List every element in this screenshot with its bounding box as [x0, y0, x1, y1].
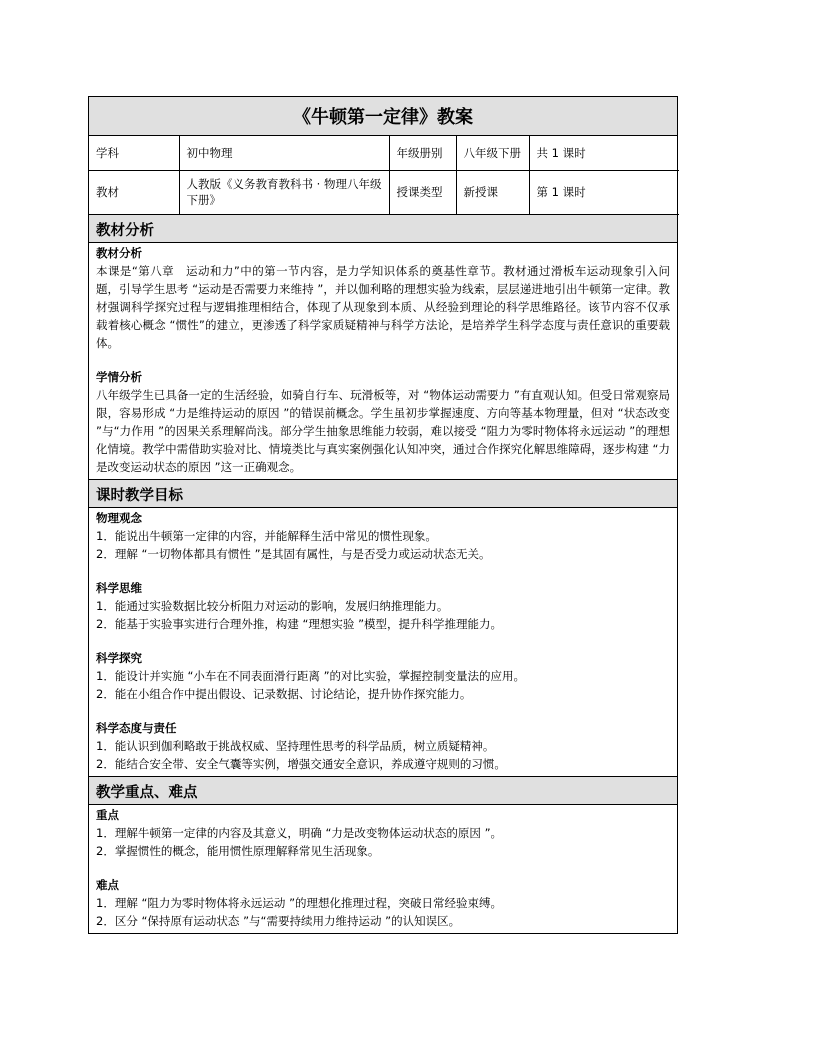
info-table — [89, 136, 679, 215]
list-item: 1．能通过实验数据比较分析阻力对运动的影响，发展归纳推理能力。 — [96, 598, 449, 613]
info-row-textbook — [89, 170, 679, 214]
subheading: 物理观念 — [96, 510, 142, 525]
subheading: 教材分析 — [96, 245, 142, 260]
list-item: 1．能认识到伽利略敢于挑战权威、坚持理性思考的科学品质，树立质疑精神。 — [96, 738, 495, 753]
subheading: 科学态度与责任 — [96, 720, 177, 735]
info-cell: 年级册别 — [389, 136, 456, 170]
list-item: 2．区分 “保持原有运动状态 ”与“需要持续用力维持运动 ”的认知误区。 — [96, 913, 461, 928]
subheading: 难点 — [96, 877, 119, 892]
list-item: 1．理解牛顿第一定律的内容及其意义，明确 “力是改变物体运动状态的原因 ”。 — [96, 825, 503, 840]
info-cell: 新授课 — [456, 170, 529, 214]
list-item: 1．理解 “阻力为零时物体将永远运动 ”的理想化推理过程，突破日常经验束缚。 — [96, 895, 503, 910]
section-heading-key-points: 教学重点、难点 — [89, 777, 677, 805]
list-item: 1．能设计并实施 “小车在不同表面滑行距离 ”的对比实验，掌握控制变量法的应用。 — [96, 668, 526, 683]
section-heading-goals: 课时教学目标 — [89, 480, 677, 508]
list-item: 2．能在小组合作中提出假设、记录数据、讨论结论，提升协作探究能力。 — [96, 686, 472, 701]
info-cell: 第 1 课时 — [529, 170, 679, 214]
info-row-subject — [89, 136, 679, 170]
lesson-plan-frame — [88, 96, 678, 934]
subheading: 学情分析 — [96, 369, 142, 384]
list-item: 2．能结合安全带、安全气囊等实例，增强交通安全意识，养成遵守规则的习惯。 — [96, 756, 506, 771]
info-cell: 八年级下册 — [456, 136, 529, 170]
page-title: 《牛顿第一定律》教案 — [89, 97, 677, 136]
info-cell: 学科 — [89, 136, 179, 170]
info-cell: 教材 — [89, 170, 179, 214]
section-heading-analysis: 教材分析 — [89, 215, 677, 243]
list-item: 2．理解 “一切物体都具有惯性 ”是其固有属性，与是否受力或运动状态无关。 — [96, 546, 491, 561]
info-cell: 共 1 课时 — [529, 136, 679, 170]
list-item: 1．能说出牛顿第一定律的内容，并能解释生活中常见的惯性现象。 — [96, 528, 437, 543]
section-body-analysis — [89, 243, 677, 480]
paragraph: 八年级学生已具备一定的生活经验，如骑自行车、玩滑板等，对 “物体运动需要力 ”有直观认知。但受日常观察局限，容易形成 “力是维持运动的原因 ”的错误前概念。学生虽初步掌握速度、方向等基本物理量，但对 “状态改变 ”与“力作用 ”的因果关系理解尚浅。部分学生抽象思维能力较弱，难以接受 “阻力为零时物体将永远运动 ”的理想化情境。教学中需借助实验对比、情境类比与真实案例强化认知冲突，通过合作探究化解思维障碍，逐步构建 “力是改变运动状态的原因 ”这一正确观念。 — [96, 387, 670, 474]
info-cell: 初中物理 — [179, 136, 389, 170]
subheading: 重点 — [96, 807, 119, 822]
subheading: 科学探究 — [96, 650, 142, 665]
section-body-key-points — [89, 805, 677, 933]
paragraph: 本课是“第八章 运动和力”中的第一节内容，是力学知识体系的奠基性章节。教材通过滑板车运动现象引入问题，引导学生思考 “运动是否需要力来维持 ”，并以伽利略的理想实验为线索，层层递进地引出牛顿第一定律。教材强调科学探究过程与逻辑推理相结合，体现了从现象到本质、从经验到理论的科学思维路径。该节内容不仅承载着核心概念 “惯性”的建立，更渗透了科学家质疑精神与科学方法论，是培养学生科学态度与责任意识的重要载体。 — [96, 263, 670, 350]
info-cell: 授课类型 — [389, 170, 456, 214]
subheading: 科学思维 — [96, 580, 142, 595]
info-cell: 人教版《义务教育教科书 · 物理八年级下册》 — [179, 170, 389, 214]
list-item: 2．能基于实验事实进行合理外推，构建 “理想实验 ”模型，提升科学推理能力。 — [96, 616, 503, 631]
section-body-goals — [89, 508, 677, 777]
list-item: 2．掌握惯性的概念，能用惯性原理解释常见生活现象。 — [96, 843, 380, 858]
